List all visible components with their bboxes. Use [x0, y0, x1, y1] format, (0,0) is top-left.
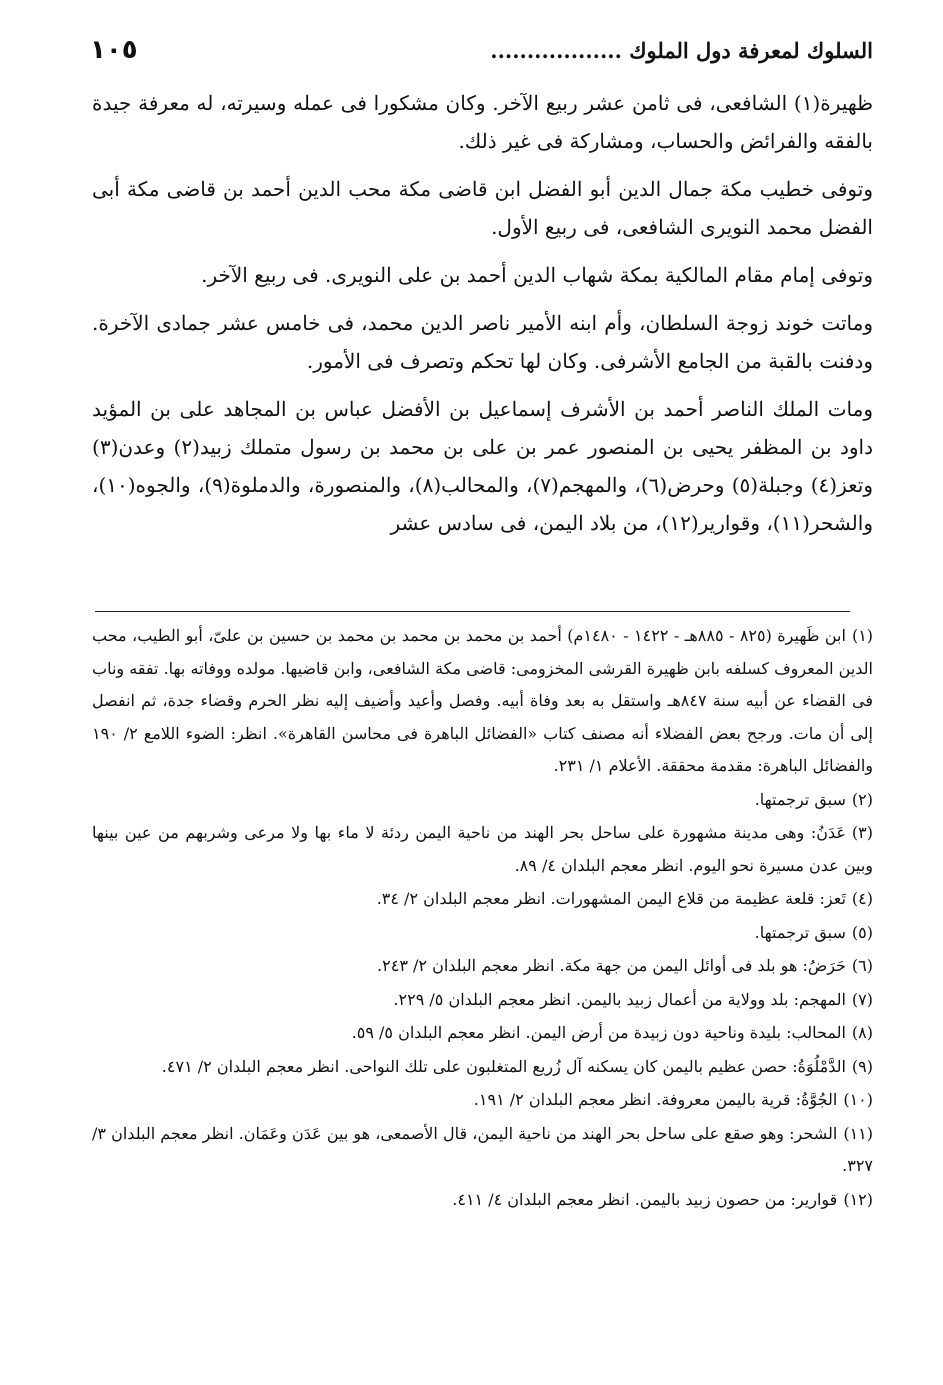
page-number: ١٠٥ — [90, 35, 138, 65]
paragraph: وماتت خوند زوجة السلطان، وأم ابنه الأمير ناصر الدين محمد، فى خامس عشر جمادى الآخرة. ودفنت بالقبة من الجامع الأشرفى. وكان لها تحكم وتصرف فى الأمور. — [92, 311, 873, 373]
footnote-text: قوارير: من حصون زبيد باليمن. انظر معجم البلدان ٤/ ٤١١. — [452, 1189, 838, 1209]
footnote — [92, 984, 873, 1017]
footnote — [92, 1184, 873, 1217]
footnote-number: (٨) — [851, 1023, 873, 1042]
footnote-number: (٤) — [851, 889, 873, 908]
footnote-number: (١) — [851, 626, 874, 645]
footnote — [92, 1017, 873, 1050]
footnote-number: (١١) — [843, 1123, 873, 1143]
footnote-number: (٩) — [851, 1056, 873, 1076]
footnote — [92, 1084, 873, 1117]
paragraph: وتوفى خطيب مكة جمال الدين أبو الفضل ابن قاضى مكة محب الدين أحمد بن قاضى مكة أبى الفضل محمد النويرى الشافعى، فى ربيع الأول. — [92, 177, 873, 239]
footnote-number: (١٠) — [843, 1090, 873, 1109]
footnote-text: عَدَنُ: وهى مدينة مشهورة على ساحل بحر الهند من ناحية اليمن ردئة لا ماء بها ولا مرعى وشربهم من عين بينها وبين عدن مسيرة نحو اليوم. انظر معجم البلدان ٤/ ٨٩. — [92, 823, 873, 875]
footnote-text: الدَّمْلُوَةُ: حصن عظيم باليمن كان يسكنه آل زُريع المتغلبون على تلك النواحى. انظر معجم البلدان ٢/ ٤٧١. — [161, 1056, 846, 1076]
book-title: السلوك لمعرفة دول الملوك — [629, 37, 873, 63]
footnote — [92, 817, 873, 882]
footnote-number: (٥) — [851, 922, 873, 942]
footnote-number: (٣) — [851, 823, 874, 842]
footnote-text: حَرَضُ: هو بلد فى أوائل اليمن من جهة مكة. انظر معجم البلدان ٢/ ٢٤٣. — [377, 956, 846, 975]
footnotes — [92, 620, 873, 1217]
footnote — [92, 1118, 873, 1183]
footnote-text: المحالب: بليدة وناحية دون زبيدة من أرض اليمن. انظر معجم البلدان ٥/ ٥٩. — [351, 1023, 846, 1042]
footnote — [92, 917, 873, 950]
footnote-text: الجُوَّةُ: قرية باليمن معروفة. انظر معجم البلدان ٢/ ١٩١. — [473, 1090, 838, 1109]
paragraph: وتوفى إمام مقام المالكية بمكة شهاب الدين أحمد بن على النويرى. فى ربيع الآخر. — [201, 263, 873, 287]
footnote-text: المهجم: بلد وولاية من أعمال زبيد باليمن. انظر معجم البلدان ٥/ ٢٢٩. — [393, 989, 846, 1009]
footnote — [92, 950, 873, 983]
paragraph: ظهيرة(١) الشافعى، فى ثامن عشر ربيع الآخر. وكان مشكورا فى عمله وسيرته، له معرفة جيدة بالفقه والفرائض والحساب، ومشاركة فى غير ذلك. — [92, 91, 873, 153]
footnote-number: (١٢) — [843, 1189, 873, 1209]
footnote-number: (٧) — [851, 989, 873, 1009]
footnote — [92, 784, 873, 817]
footnote-text: سبق ترجمتها. — [754, 922, 846, 942]
footnote — [92, 620, 873, 783]
footnote-number: (٦) — [851, 956, 873, 975]
footnote-number: (٢) — [851, 789, 873, 809]
footnote-text: تَعز: قلعة عظيمة من قلاع اليمن المشهورات. انظر معجم البلدان ٢/ ٣٤. — [376, 889, 846, 908]
footnote-text: الشحر: وهو صقع على ساحل بحر الهند من ناحية اليمن، قال الأصمعى، هو بين عَدَن وعَمَان. انظر معجم البلدان ٣/ ٣٢٧. — [92, 1123, 873, 1175]
main-text — [92, 84, 873, 552]
footnote-text: سبق ترجمتها. — [754, 789, 846, 809]
footnote-separator — [95, 611, 850, 612]
footnote-text: ابن ظَهيرة (٨٢٥ - ٨٨٥هـ - ١٤٢٢ - ١٤٨٠م) أحمد بن محمد بن محمد بن محمد بن حسين بن علىّ، أبو الطيب، محب الدين المعروف كسلفه بابن ظهيرة القرشى المخزومى: قاضى مكة الشافعى، وابن قاضيها. مولده ووفاته بها. تفقه وناب فى القضاء عن أبيه سنة ٨٤٧هـ واستقل به بعد وفاة أبيه. وفصل وأعيد وأضيف إليه نظر الحرم وقضاء جدة، ثم انفصل إلى أن مات. ورجح بعض الفضلاء أنه مصنف كتاب «الفضائل الباهرة فى محاسن القاهرة». انظر: الضوء اللامع ٢/ ١٩٠ والفضائل الباهرة: مقدمة محققة. الأعلام ١/ ٢٣١. — [92, 626, 874, 775]
footnote — [92, 883, 873, 916]
paragraph: ومات الملك الناصر أحمد بن الأشرف إسماعيل بن الأفضل عباس بن المجاهد على بن المؤيد داود بن المظفر يحيى بن المنصور عمر بن على بن محمد بن رسول متملك زبيد(٢) وعدن(٣) وتعز(٤) وجبلة(٥) وحرض(٦)، والمهجم(٧)، والمحالب(٨)، والمنصورة، والدملوة(٩)، والجوه(١٠)، والشحر(١١)، وقوارير(١٢)، من بلاد اليمن، فى سادس عشر — [92, 397, 874, 535]
page-header — [90, 30, 873, 70]
footnote — [92, 1051, 873, 1084]
running-title — [490, 38, 873, 63]
title-leader-dots: .................. — [490, 37, 622, 63]
